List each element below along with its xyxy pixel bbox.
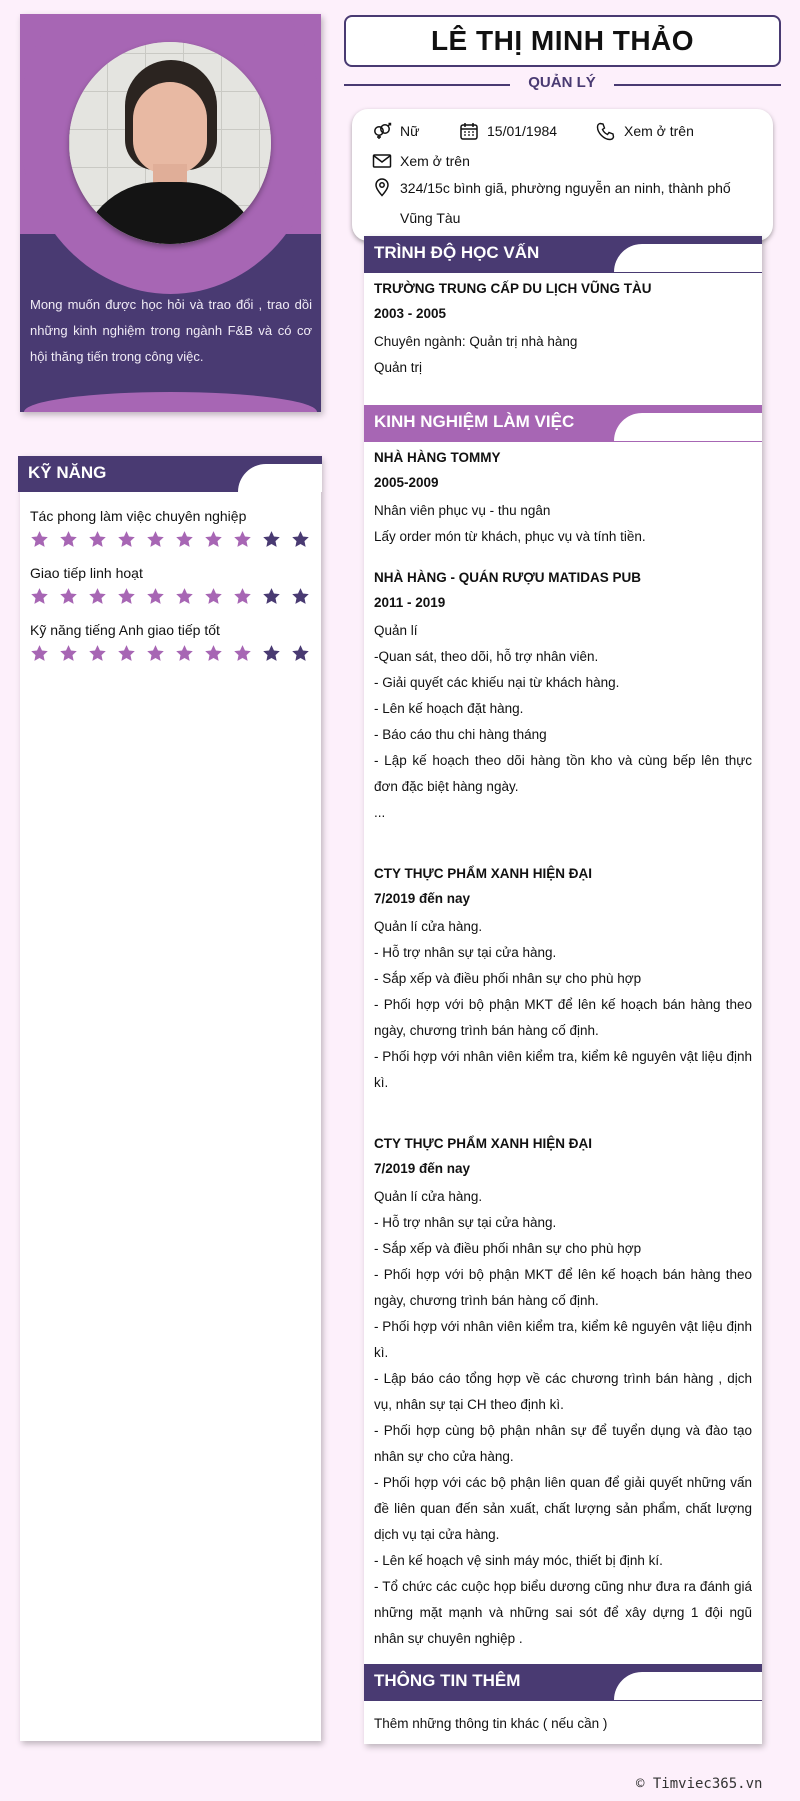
star-icon <box>30 587 49 606</box>
star-icon <box>146 587 165 606</box>
main-card <box>364 236 762 1744</box>
skill-item <box>30 622 311 663</box>
job-description <box>374 618 752 826</box>
job-description-line: Quản lí cửa hàng. <box>374 1189 483 1204</box>
education-details <box>374 329 752 381</box>
job-description-line: ... <box>374 805 386 820</box>
job-description-line: - Hỗ trợ nhân sự tại cửa hàng. <box>374 945 557 960</box>
star-icon <box>204 644 223 663</box>
job-description <box>374 498 752 550</box>
name-box <box>344 15 781 67</box>
address-value: 324/15c bình giã, phường nguyễn an ninh, thành phố Vũng Tàu <box>400 180 731 226</box>
skills-card <box>20 456 321 1741</box>
contact-phone <box>596 121 694 141</box>
star-icon <box>233 644 252 663</box>
gender-value: Nữ <box>400 123 420 139</box>
skill-rating <box>30 587 311 606</box>
job-description-line: -Quan sát, theo dõi, hỗ trợ nhân viên. <box>374 649 599 664</box>
phone-icon <box>596 121 616 141</box>
job-description-line: - Phối hợp với bộ phận MKT để lên kế hoạch bán hàng theo ngày, chương trình bán hàng cố định. <box>374 997 752 1038</box>
contact-gender <box>372 121 419 141</box>
job-description-line: - Lập kế hoạch theo dõi hàng tồn kho và cùng bếp lên thực đơn đặc biệt hàng ngày. <box>374 753 752 794</box>
job-company: NHÀ HÀNG TOMMY <box>374 450 501 465</box>
star-icon <box>59 587 78 606</box>
skill-name: Tác phong làm việc chuyên nghiệp <box>30 508 247 524</box>
star-icon <box>262 644 281 663</box>
education-block <box>364 281 762 381</box>
star-icon <box>146 644 165 663</box>
job-description-line: Quản lí <box>374 623 418 638</box>
star-icon <box>117 530 136 549</box>
education-line: Chuyên ngành: Quản trị nhà hàng <box>374 334 578 349</box>
left-column <box>20 14 321 638</box>
star-icon <box>175 644 194 663</box>
birthday-value: 15/01/1984 <box>487 123 558 139</box>
skill-name: Kỹ năng tiếng Anh giao tiếp tốt <box>30 622 220 638</box>
extra-info-block <box>364 1711 762 1737</box>
job-company: CTY THỰC PHẨM XANH HIỆN ĐẠI <box>374 1136 592 1151</box>
skill-rating <box>30 530 311 549</box>
gender-icon <box>372 121 392 141</box>
job-description-line: - Tổ chức các cuộc họp biểu dương cũng như đưa ra đánh giá những mặt mạnh và những sai sót để xây dựng 1 đội ngũ nhân sự chuyên nghiệp . <box>374 1579 752 1646</box>
skills-title: KỸ NĂNG <box>28 463 107 482</box>
job-description <box>374 1184 752 1652</box>
education-period: 2003 - 2005 <box>374 306 447 321</box>
star-icon <box>146 530 165 549</box>
job-description-line: Lấy order món từ khách, phục vụ và tính tiền. <box>374 529 646 544</box>
job-description <box>374 914 752 1096</box>
skill-name: Giao tiếp linh hoạt <box>30 565 143 581</box>
phone-value: Xem ở trên <box>624 123 694 139</box>
job-period: 7/2019 đến nay <box>374 1161 471 1176</box>
star-icon <box>291 644 310 663</box>
star-icon <box>233 530 252 549</box>
calendar-icon <box>459 121 479 141</box>
job-entry <box>374 866 752 1096</box>
job-description-line: - Giải quyết các khiếu nại từ khách hàng. <box>374 675 620 690</box>
job-description-line: - Phối hợp với nhân viên kiểm tra, kiểm kê nguyên vật liệu định kì. <box>374 1319 752 1360</box>
experience-title: KINH NGHIỆM LÀM VIỆC <box>374 412 575 431</box>
extra-info-header <box>364 1664 762 1701</box>
contact-card <box>352 109 773 241</box>
job-description-line: - Phối hợp với nhân viên kiểm tra, kiểm kê nguyên vật liệu định kì. <box>374 1049 752 1090</box>
skills-header <box>18 456 322 492</box>
experience-header <box>364 405 762 442</box>
mail-icon <box>372 151 392 171</box>
job-description-line: - Lập báo cáo tổng hợp về các chương trình bán hàng , dịch vụ, nhân sự tại CH theo định kì. <box>374 1371 752 1412</box>
education-line: Quản trị <box>374 360 423 375</box>
job-description-line: - Sắp xếp và điều phối nhân sự cho phù hợp <box>374 1241 642 1256</box>
experience-list <box>364 450 762 1652</box>
job-description-line: Nhân viên phục vụ - thu ngân <box>374 503 551 518</box>
watermark: © Timviec365.vn <box>636 1776 763 1792</box>
star-icon <box>88 644 107 663</box>
email-value: Xem ở trên <box>400 153 470 169</box>
position-title: QUẢN LÝ <box>510 74 614 91</box>
job-description-line: - Hỗ trợ nhân sự tại cửa hàng. <box>374 1215 557 1230</box>
skill-item <box>30 508 311 549</box>
contact-birthday <box>459 121 557 141</box>
star-icon <box>59 644 78 663</box>
avatar-card <box>20 14 321 412</box>
star-icon <box>88 530 107 549</box>
extra-info-text: Thêm những thông tin khác ( nếu cần ) <box>374 1716 608 1731</box>
job-period: 7/2019 đến nay <box>374 891 471 906</box>
career-objective: Mong muốn được học hỏi và trao đổi , trao dồi những kinh nghiệm trong ngành F&B và có cơ hội thăng tiến trong công việc. <box>30 297 312 364</box>
star-icon <box>175 530 194 549</box>
star-icon <box>59 530 78 549</box>
job-company: CTY THỰC PHẨM XANH HIỆN ĐẠI <box>374 866 592 881</box>
star-icon <box>262 530 281 549</box>
job-description-line: - Sắp xếp và điều phối nhân sự cho phù hợp <box>374 971 642 986</box>
contact-email <box>372 151 470 171</box>
star-icon <box>291 530 310 549</box>
job-description-line: - Phối hợp cùng bộ phận nhân sự để tuyển dụng và đào tạo nhân sự cho cửa hàng. <box>374 1423 752 1464</box>
job-period: 2011 - 2019 <box>374 595 446 610</box>
job-entry <box>374 450 752 550</box>
location-icon <box>372 177 392 197</box>
star-icon <box>204 587 223 606</box>
star-icon <box>233 587 252 606</box>
job-description-line: - Lên kế hoạch đặt hàng. <box>374 701 524 716</box>
job-description-line: Quản lí cửa hàng. <box>374 919 483 934</box>
star-icon <box>291 587 310 606</box>
contact-address <box>372 173 740 233</box>
star-icon <box>30 530 49 549</box>
avatar <box>69 42 271 244</box>
avatar-card-footer-decoration <box>24 392 317 412</box>
education-header <box>364 236 762 273</box>
job-company: NHÀ HÀNG - QUÁN RƯỢU MATIDAS PUB <box>374 570 641 585</box>
star-icon <box>88 587 107 606</box>
star-icon <box>117 587 136 606</box>
job-description-line: - Báo cáo thu chi hàng tháng <box>374 727 547 742</box>
star-icon <box>30 644 49 663</box>
job-entry <box>374 1136 752 1652</box>
star-icon <box>204 530 223 549</box>
extra-info-title: THÔNG TIN THÊM <box>374 1671 521 1690</box>
school-name: TRƯỜNG TRUNG CẤP DU LỊCH VŨNG TÀU <box>374 281 652 296</box>
skills-list <box>20 508 321 663</box>
job-entry <box>374 570 752 826</box>
candidate-name: LÊ THỊ MINH THẢO <box>430 25 695 56</box>
job-description-line: - Phối hợp với bộ phận MKT để lên kế hoạch bán hàng theo ngày, chương trình bán hàng cố định. <box>374 1267 752 1308</box>
star-icon <box>262 587 281 606</box>
skill-item <box>30 565 311 606</box>
job-description-line: - Phối hợp với các bộ phận liên quan để giải quyết những vấn đề liên quan đến sản xuất, chất lượng sản phẩm, chất lượng dịch vụ tại cửa hàng. <box>374 1475 752 1542</box>
star-icon <box>175 587 194 606</box>
skill-rating <box>30 644 311 663</box>
education-title: TRÌNH ĐỘ HỌC VẤN <box>374 243 540 262</box>
job-period: 2005-2009 <box>374 475 439 490</box>
star-icon <box>117 644 136 663</box>
job-description-line: - Lên kế hoạch vệ sinh máy móc, thiết bị định kí. <box>374 1553 663 1568</box>
